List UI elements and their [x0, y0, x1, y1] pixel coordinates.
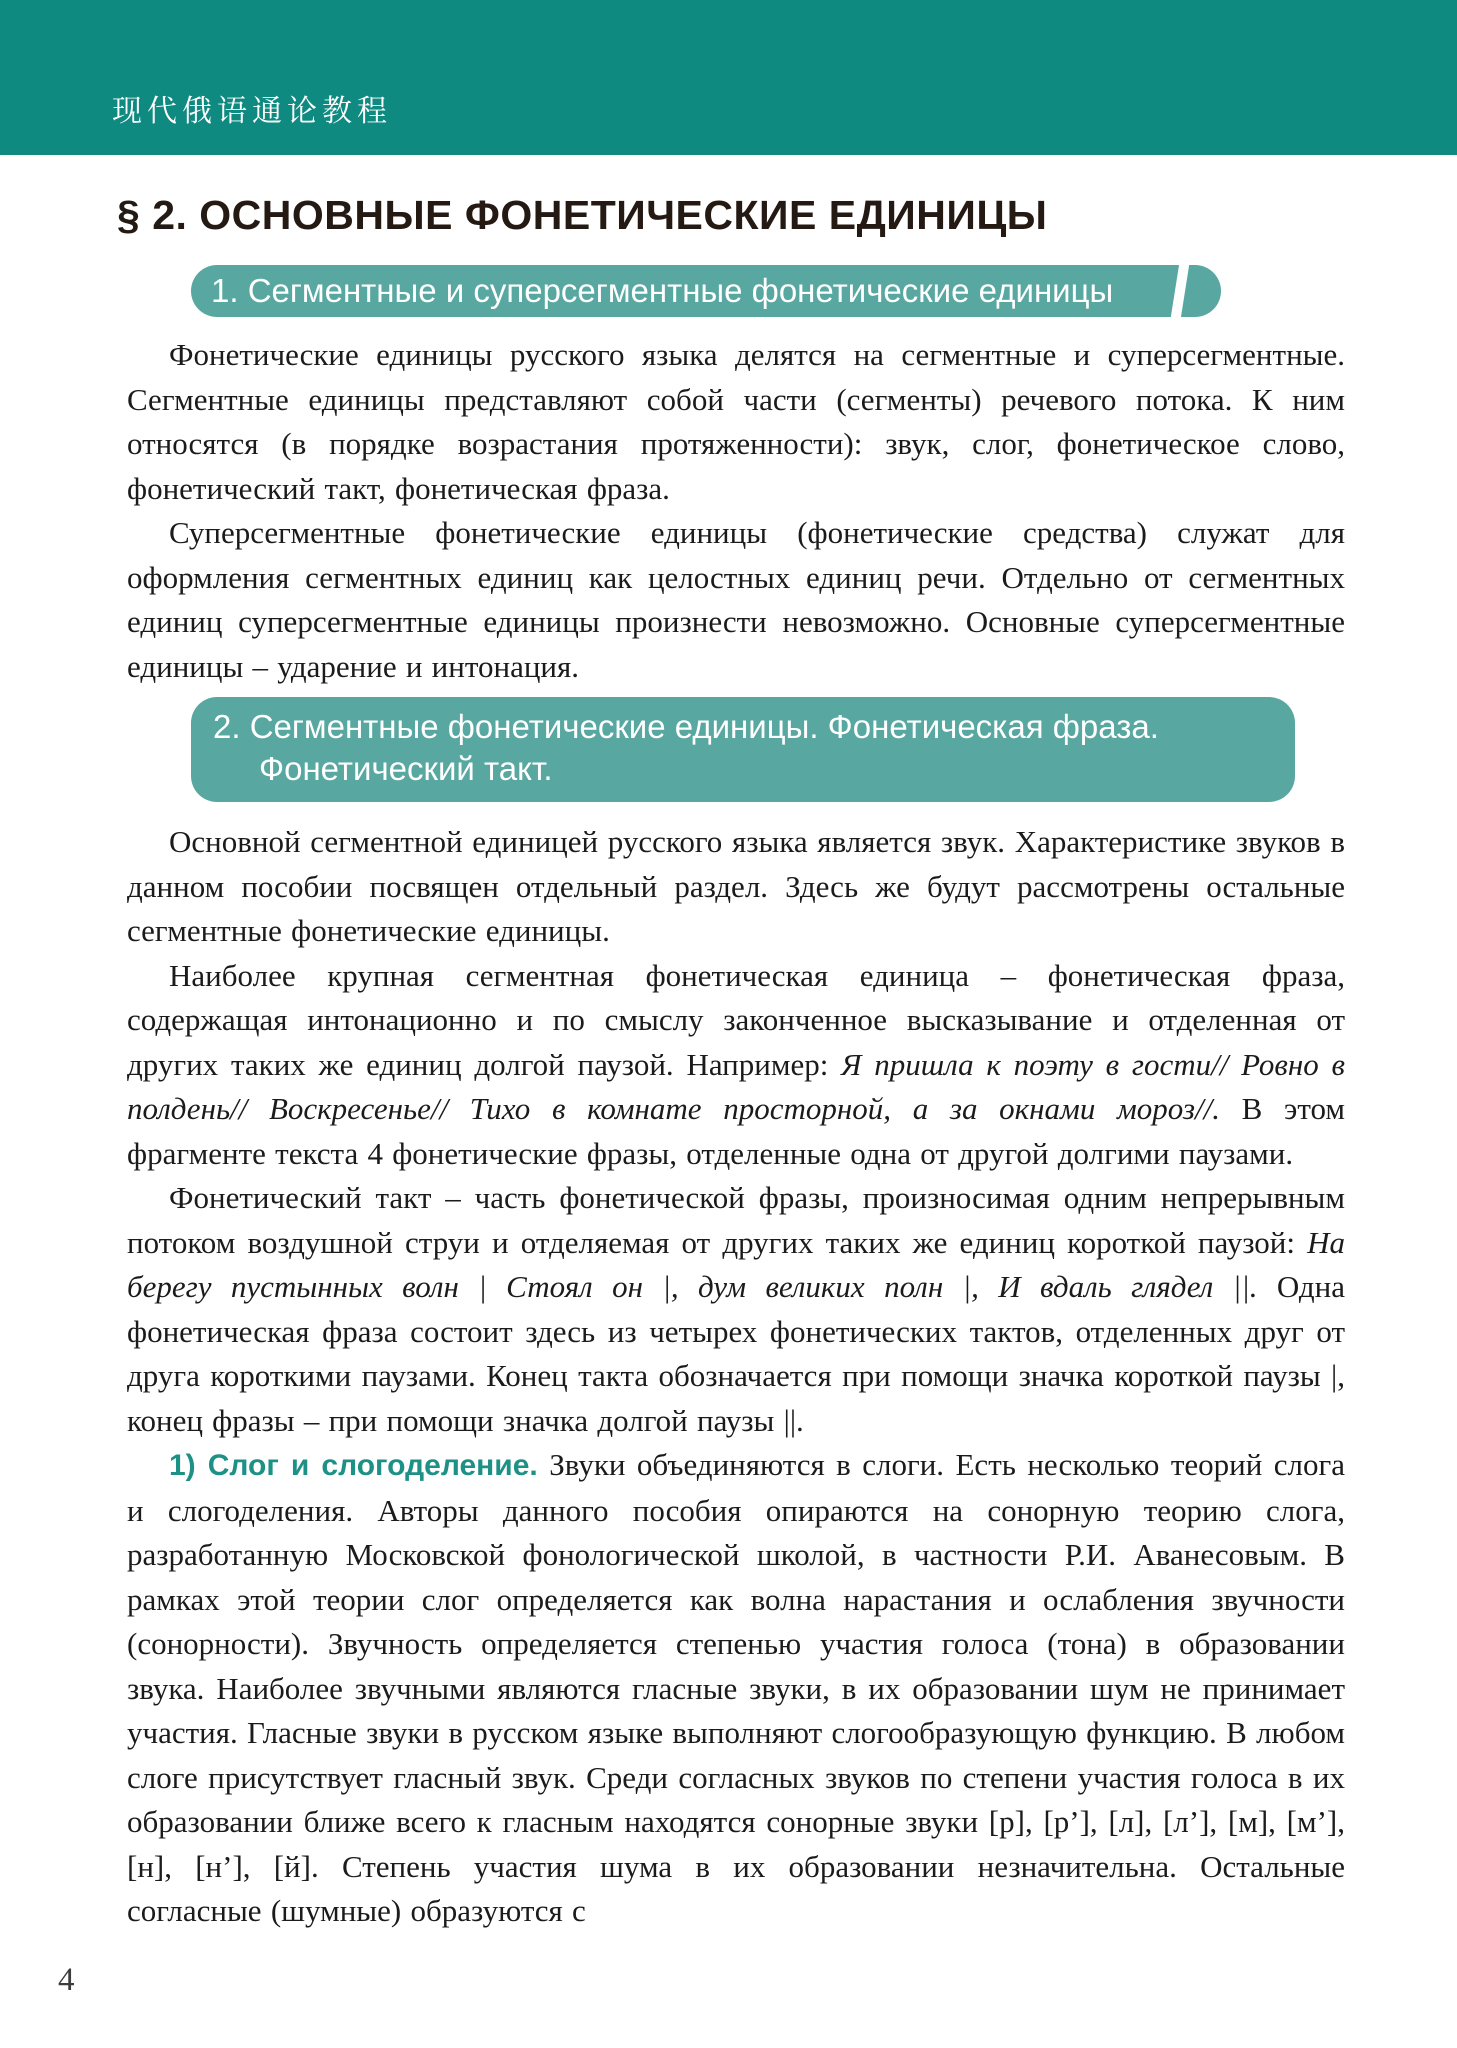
subsection-banner-1: [191, 265, 1221, 317]
phonetic-tact-outro: Одна фонетическая фраза состоит здесь из четырех фонетических тактов, отделенных друг от друга короткими паузами. Конец такта обозначается при помощи значка короткой паузы |, конец фразы – при помощи значка долгой паузы ||.: [127, 1269, 1345, 1438]
paragraph-phonetic-tact: [127, 1176, 1345, 1443]
page-content: [117, 192, 1345, 1934]
paragraph-suprasegmental-units: Суперсегментные фонетические единицы (фонетические средства) служат для оформления сегментных единиц как целостных единиц речи. Отдельно от сегментных единиц суперсегментные единицы произнести невозможно. Основные суперсегментные единицы – ударение и интонация.: [127, 515, 1345, 684]
header-band: [0, 0, 1457, 155]
subsection-banner-1-label: 1. Сегментные и суперсегментные фонетические единицы: [211, 272, 1114, 309]
phonetic-phrase-example: Я пришла к поэту в гости// Ровно в полдень// Воскресенье// Тихо в комнате просторной, а за окнами мороз//.: [127, 1046, 1345, 1126]
phonetic-tact-example: На берегу пустынных волн | Стоял он |, дум великих полн |, И вдаль глядел ||.: [127, 1224, 1345, 1304]
subsection-banner-2-line1: 2. Сегментные фонетические единицы. Фонетическая фраза.: [213, 708, 1159, 745]
subsection-banner-2: [191, 697, 1295, 802]
subsection-banner-2-line2: Фонетический такт.: [259, 750, 553, 787]
section-title: § 2. ОСНОВНЫЕ ФОНЕТИЧЕСКИЕ ЕДИНИЦЫ: [117, 192, 1048, 238]
page-number: 4: [58, 1962, 75, 1998]
paragraph-syllable: [127, 1443, 1345, 1934]
paragraph-phonetic-phrase: [127, 954, 1345, 1177]
phonetic-tact-intro: Фонетический такт – часть фонетической фразы, произносимая одним непрерывным потоком воздушной струи и отделяемая от других таких же единиц короткой паузой:: [127, 1180, 1345, 1260]
paragraph-segmental-units: Фонетические единицы русского языка делятся на сегментные и суперсегментные. Сегментные единицы представляют собой части (сегменты) речевого потока. К ним относятся (в порядке возрастания протяженности): звук, слог, фонетическое слово, фонетический такт, фонетическая фраза.: [127, 337, 1345, 506]
phonetic-phrase-intro: Наиболее крупная сегментная фонетическая единица – фонетическая фраза, содержащая интонационно и по смыслу законченное высказывание и отделенная от других таких же единиц долгой паузой. Например:: [127, 957, 1345, 1082]
syllable-body-text: Звуки объединяются в слоги. Есть несколько теорий слога и слогоделения. Авторы данного пособия опираются на сонорную теорию слога, разработанную Московской фонологической школой, в частности Р.И. Аванесовым. В рамках этой теории слог определяется как волна нарастания и ослабления звучности (сонорности). Звучность определяется степенью участия голоса (тона) в образовании звука. Наиболее звучными являются гласные звуки, в их образовании шум не принимает участия. Гласные звуки в русском языке выполняют слогообразующую функцию. В любом слоге присутствует гласный звук. Среди согласных звуков по степени участия голоса в их образовании ближе всего к гласным находятся сонорные звуки [р], [р’], [л], [л’], [м], [м’], [н], [н’], [й]. Степень участия шума в их образовании незначительна. Остальные согласные (шумные) образуются с: [127, 1447, 1345, 1928]
syllable-runin-heading: 1) Слог и слогоделение.: [169, 1449, 538, 1482]
paragraph-sound-unit: Основной сегментной единицей русского языка является звук. Характеристике звуков в данном пособии посвящен отдельный раздел. Здесь же будут рассмотрены остальные сегментные фонетические единицы.: [127, 824, 1345, 948]
phonetic-phrase-outro: В этом фрагменте текста 4 фонетические фразы, отделенные одна от другой долгими паузами.: [127, 1091, 1345, 1171]
book-title: 现代俄语通论教程: [112, 95, 392, 128]
